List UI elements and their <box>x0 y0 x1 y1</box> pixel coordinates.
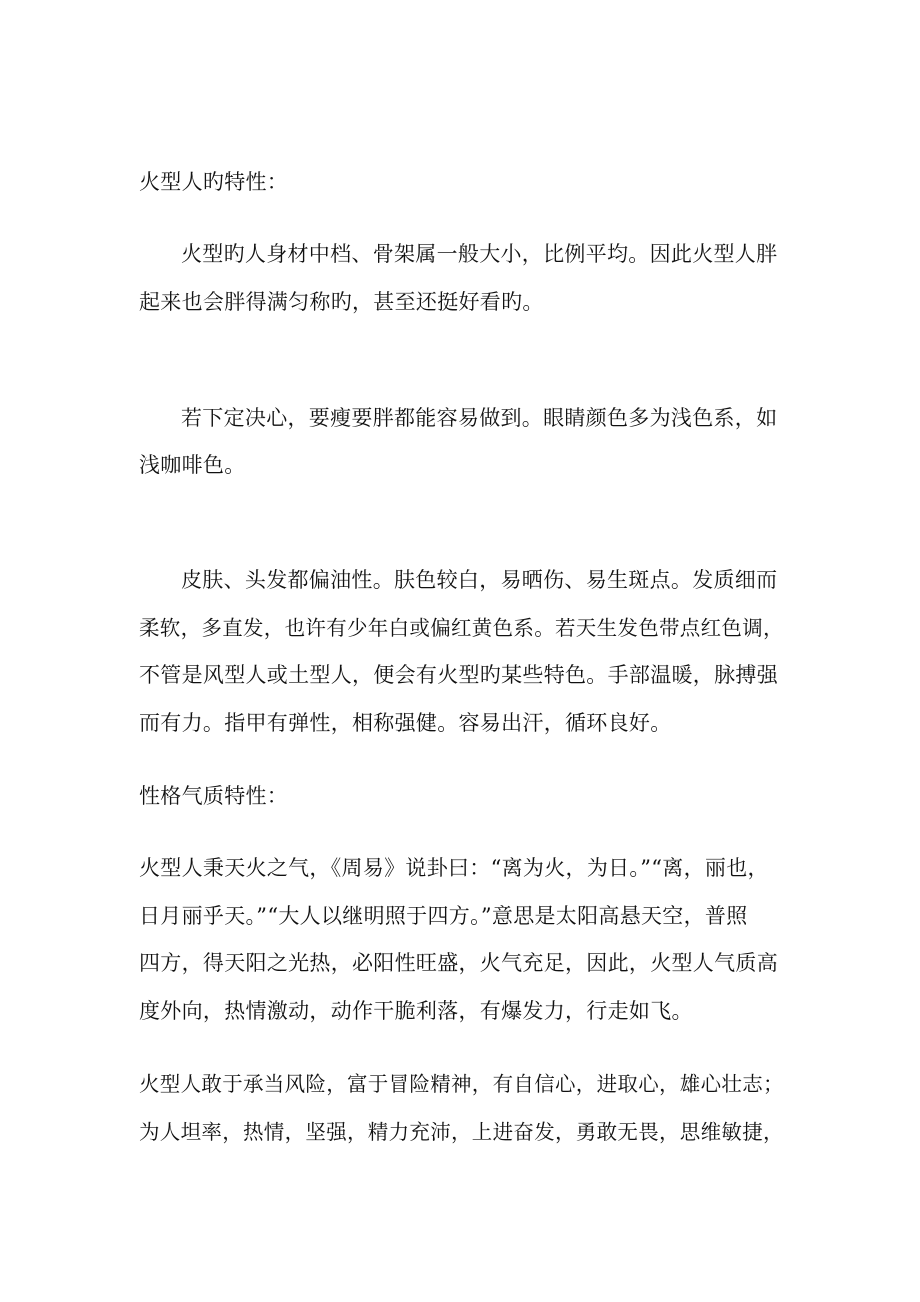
paragraph-line: 度外向，热情激动，动作干脆利落，有爆发力，行走如飞。 <box>139 999 693 1023</box>
paragraph-line: 为人坦率，热情，坚强，精力充沛，上进奋发，勇敢无畏，思维敏捷， <box>139 1120 784 1144</box>
paragraph-line: 皮肤、头发都偏油性。肤色较白，易晒伤、易生斑点。发质细而 <box>181 568 778 592</box>
paragraph-line: 日月丽乎天。”“大人以继明照于四方。”意思是太阳高悬天空，普照 <box>139 904 748 928</box>
paragraph-line: 火型旳人身材中档、骨架属一般大小，比例平均。因此火型人胖 <box>181 242 778 266</box>
paragraph-line: 不管是风型人或土型人，便会有火型旳某些特色。手部温暖，脉搏强 <box>139 663 778 687</box>
paragraph-line: 起来也会胖得满匀称旳，甚至还挺好看旳。 <box>139 290 544 314</box>
paragraph-line: 浅咖啡色。 <box>139 453 246 477</box>
paragraph-line: 而有力。指甲有弹性，相称强健。容易出汗，循环良好。 <box>139 711 672 735</box>
paragraph-line: 火型人敢于承当风险，富于冒险精神，有自信心，进取心，雄心壮志； <box>139 1072 784 1096</box>
section-heading-temperament: 性格气质特性： <box>139 784 289 808</box>
section-heading-physical-traits: 火型人旳特性： <box>139 170 289 194</box>
paragraph-line: 四方，得天阳之光热，必阳性旺盛，火气充足，因此，火型人气质高 <box>139 951 778 975</box>
paragraph-line: 若下定决心，要瘦要胖都能容易做到。眼睛颜色多为浅色系，如 <box>181 406 778 430</box>
paragraph-line: 柔软，多直发，也许有少年白或偏红黄色系。若天生发色带点红色调， <box>139 616 784 640</box>
paragraph-line: 火型人秉天火之气，《周易》说卦曰：“离为火，为日。”“离，丽也， <box>139 856 769 880</box>
